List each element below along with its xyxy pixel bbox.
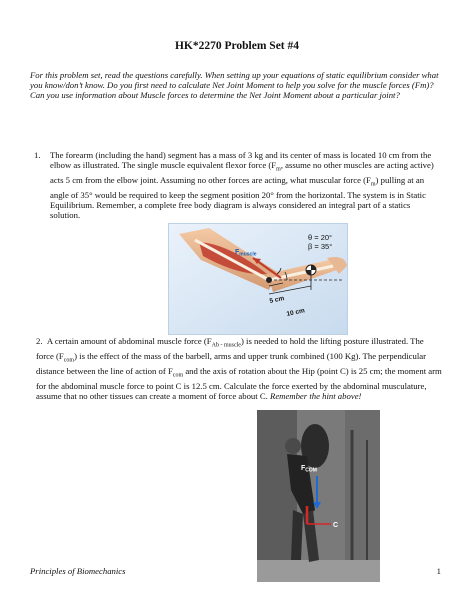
theta-label: θ = 20°	[308, 233, 333, 242]
question-2-sub-a: Ab - muscle	[211, 342, 241, 349]
question-2-sub-b: com	[63, 357, 75, 364]
question-2-text-b: ) is needed to hold the lifting posture illustrated. The force (F	[36, 336, 424, 361]
question-1-number: 1.	[34, 150, 41, 160]
question-2-text-a: A certain amount of abdominal muscle force (F	[46, 336, 212, 346]
footer-course-name: Principles of Biomechanics	[30, 566, 126, 576]
question-2	[36, 336, 442, 401]
forearm-illustration	[169, 224, 347, 334]
lifting-illustration	[257, 410, 380, 582]
dimension-5cm: 5 cm	[268, 295, 285, 305]
question-2-text-d: and the axis of rotation about the Hip (point C) is 25 cm; the moment arm for the abdominal muscle force to point C is 12.5 cm. Calculate the force exerted by the abdominal musculature, assume that no other tissues can create a moment of force about C.	[36, 365, 442, 402]
intro-paragraph: For this problem set, read the questions carefully. When setting up your equations of static equilibrium consider what you know/don’t know. Do you first need to calculate Net Joint Moment to help you solve for the muscle forces (Fm)? Can you use information about Muscle forces to determine the Net Joint Moment about a particular joint?	[30, 70, 439, 101]
lifting-photo	[257, 410, 380, 582]
fmuscle-label: $F_{muscle}$	[235, 249, 257, 258]
person-head	[285, 438, 301, 454]
question-1-text-b: , assume no other muscles are acting active) acts 5 cm from the elbow joint. Assuming no other forces are acting, what muscular force (F	[50, 160, 434, 186]
question-1	[34, 150, 442, 221]
footer-page-number: 1	[436, 566, 441, 576]
question-1-sub-b: m	[370, 181, 376, 188]
question-2-hint: Remember the hint above!	[270, 391, 362, 402]
beta-label: β = 35°	[308, 242, 333, 251]
question-1-text-c: ) pulling at an angle of 35° would be required to keep the segment position 20° from the horizontal. The system is in Static Equilibrium. Remember, a complete free body diagram is always considered an integral part of a statics solution.	[50, 175, 426, 221]
question-2-text-c: ) is the effect of the mass of the barbell, arms and upper trunk combined (100 Kg). The perpendicular distance between the line of action of F	[36, 350, 426, 376]
forearm-figure	[168, 223, 348, 335]
question-1-sub-a: m	[276, 166, 281, 173]
dimension-10cm: 10 cm	[285, 307, 306, 318]
point-c-label: C	[333, 522, 339, 529]
fcom-label: $F_{COM}$	[301, 465, 317, 474]
question-1-text-a: The forearm (including the hand) segment has a mass of 3 kg and its center of mass is located 10 cm from the elbow as illustrated. The single muscle equivalent flexor force (F	[50, 150, 432, 171]
page-title: HK*2270 Problem Set #4	[174, 40, 300, 52]
question-2-number: 2.	[36, 336, 43, 346]
question-2-sub-c: com	[172, 372, 184, 379]
